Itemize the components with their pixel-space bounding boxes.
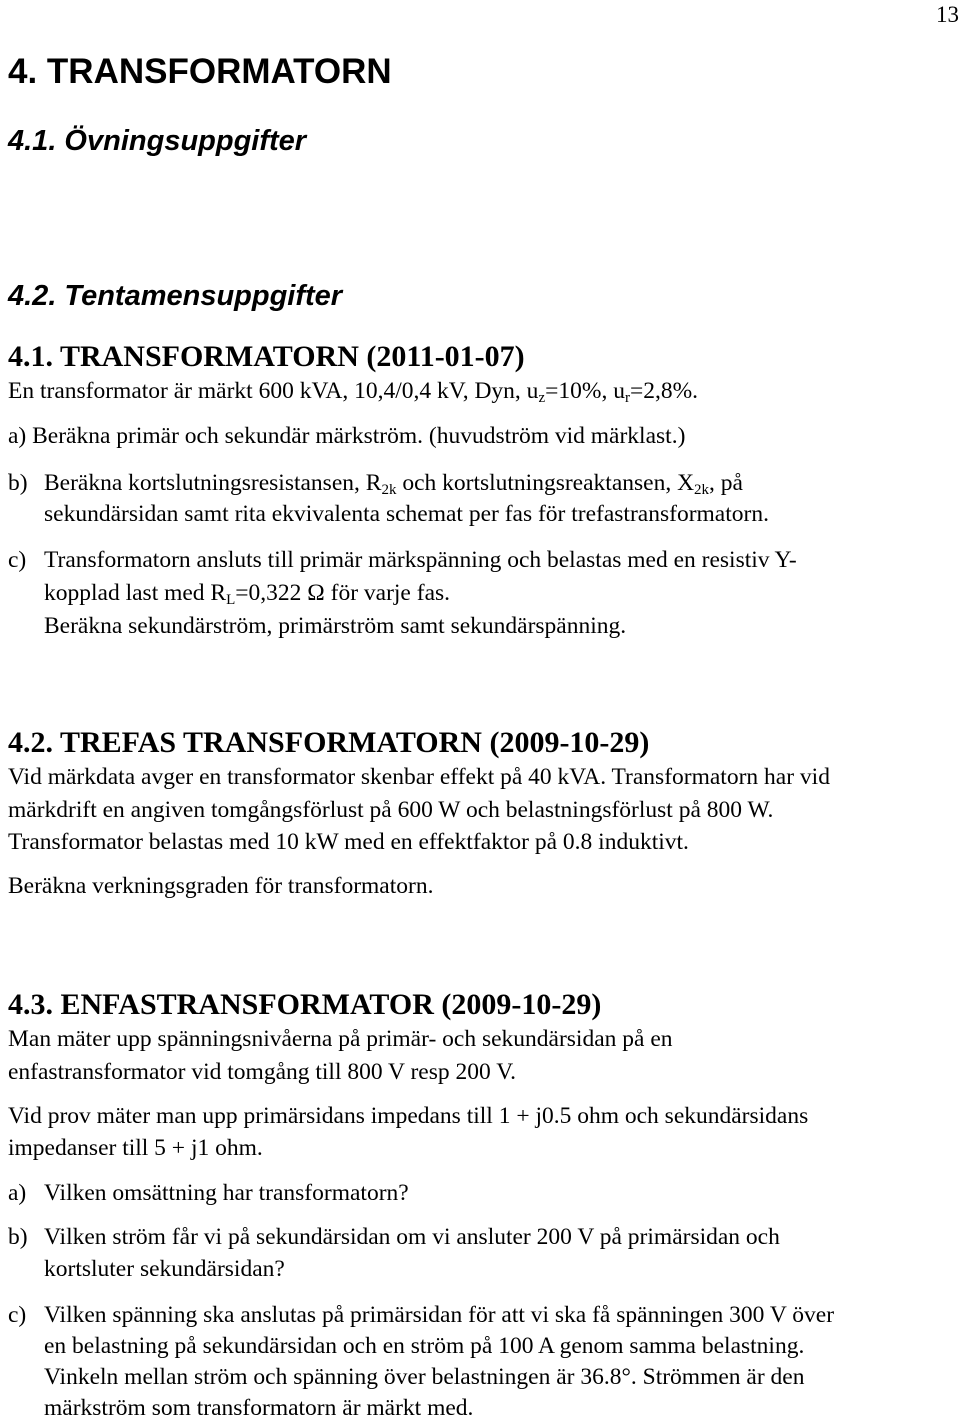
page-number: 13 [936,2,959,27]
problem-4-3-b-line-2: kortsluter sekundärsidan? [44,1256,285,1282]
problem-4-3-a-label: a) [8,1180,27,1206]
problem-4-3-line-1: Man mäter upp spänningsnivåerna på primär- och sekundärsidan på en [8,1026,673,1052]
problem-4-1-a: a) Beräkna primär och sekundär märkström. (huvudström vid märklast.) [8,423,686,449]
problem-4-3-a: Vilken omsättning har transformatorn? [44,1180,409,1206]
section-heading-ovningsuppgifter: 4.1. Övningsuppgifter [8,125,307,157]
problem-4-1-c-label: c) [8,547,27,573]
problem-title-4-3: 4.3. ENFASTRANSFORMATOR (2009-10-29) [8,988,602,1021]
problem-4-3-b-line-1: Vilken ström får vi på sekundärsidan om vi ansluter 200 V på primärsidan och [44,1224,780,1250]
problem-4-2-line-2: märkdrift en angiven tomgångsförlust på 600 W och belastningsförlust på 800 W. [8,797,774,823]
problem-4-3-c-label: c) [8,1302,27,1328]
problem-4-3-b-label: b) [8,1224,28,1250]
problem-4-1-b-line-1: Beräkna kortslutningsresistansen, $R_{2k}$ och kortslutningsreaktansen, $X_{2k}$, på [44,470,743,498]
problem-4-3-line-3: Vid prov mäter man upp primärsidans impedans till 1 + j0.5 ohm och sekundärsidans [8,1103,809,1129]
problem-4-2-line-4: Beräkna verkningsgraden för transformatorn. [8,873,434,899]
problem-4-3-c-line-3: Vinkeln mellan ström och spänning över belastningen är 36.8°. Strömmen är den [44,1364,805,1390]
problem-4-3-line-4: impedanser till 5 + j1 ohm. [8,1135,263,1161]
chapter-heading: 4. TRANSFORMATORN [8,52,392,91]
problem-4-1-b-label: b) [8,470,28,496]
problem-4-1-c-line-2: kopplad last med $R_L=0,322$ Ω för varje fas. [44,580,451,608]
problem-title-4-1: 4.1. TRANSFORMATORN (2011-01-07) [8,340,525,373]
problem-4-1-b-line-2: sekundärsidan samt rita ekvivalenta schemat per fas för trefastransformatorn. [44,501,769,527]
problem-title-4-2: 4.2. TREFAS TRANSFORMATORN (2009-10-29) [8,726,650,759]
problem-4-1-intro: En transformator är märkt 600 kVA, 10,4/0,4 kV, Dyn, $u_z=10\%$, $u_r=2,8\%$. [8,378,699,406]
section-heading-tentamensuppgifter: 4.2. Tentamensuppgifter [8,280,343,312]
problem-4-2-line-1: Vid märkdata avger en transformator skenbar effekt på 40 kVA. Transformatorn har vid [8,764,830,790]
problem-4-3-c-line-4: märkström som transformatorn är märkt med. [44,1395,474,1421]
problem-4-2-line-3: Transformator belastas med 10 kW med en effektfaktor på 0.8 induktivt. [8,829,689,855]
problem-4-1-c-line-3: Beräkna sekundärström, primärström samt sekundärspänning. [44,613,627,639]
problem-4-1-c-line-1: Transformatorn ansluts till primär märkspänning och belastas med en resistiv Y- [44,547,797,573]
problem-4-3-c-line-2: en belastning på sekundärsidan och en ström på 100 A genom samma belastning. [44,1333,805,1359]
problem-4-3-line-2: enfastransformator vid tomgång till 800 V resp 200 V. [8,1059,517,1085]
problem-4-3-c-line-1: Vilken spänning ska anslutas på primärsidan för att vi ska få spänningen 300 V över [44,1302,835,1328]
